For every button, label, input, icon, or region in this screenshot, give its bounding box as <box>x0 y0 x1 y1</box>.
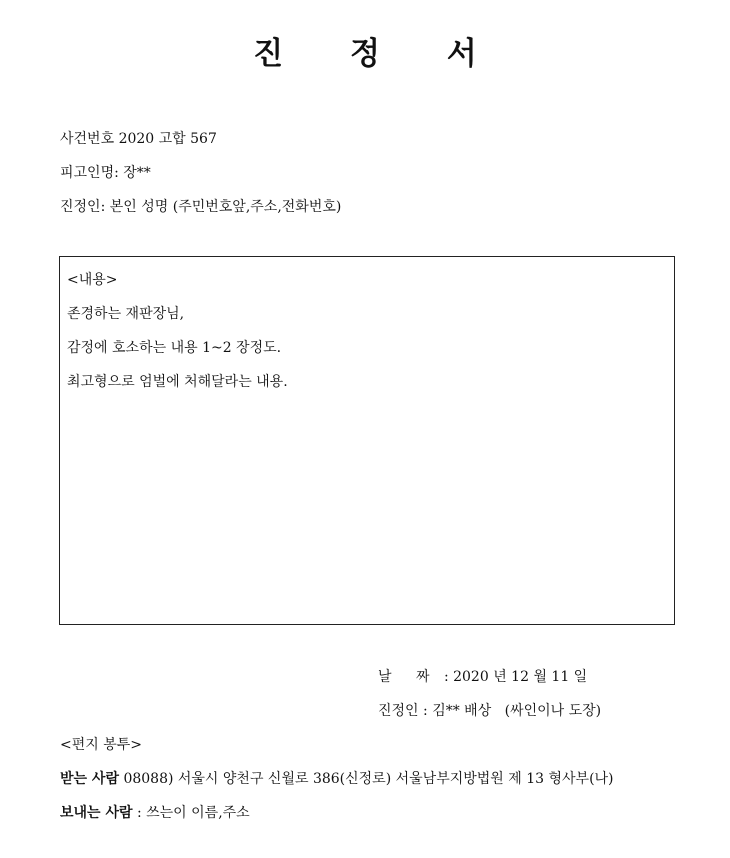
recipient-label: 받는 사람 <box>60 771 119 787</box>
signer-value: : 김** 배상 <box>423 703 492 719</box>
defendant-line <box>60 162 151 182</box>
date-value: : 2020 년 12 월 11 일 <box>443 669 588 685</box>
content-box <box>59 256 675 625</box>
document-title: 진 정 서 <box>253 36 505 72</box>
content-line: 존경하는 재판장님, <box>67 306 185 322</box>
petitioner-line <box>60 196 341 216</box>
content-line: 감정에 호소하는 내용 1~2 장정도. <box>67 340 282 356</box>
defendant-name: 장** <box>123 165 151 181</box>
case-number-label: 사건번호 <box>60 131 115 147</box>
signer-label: 진정인 <box>378 703 419 719</box>
case-number-value: 2020 고합 567 <box>118 131 217 147</box>
date-label: 날 짜 <box>378 669 440 685</box>
content-heading: <내용> <box>67 272 118 288</box>
defendant-label: 피고인명: <box>60 165 119 181</box>
recipient-value: 08088) 서울시 양천구 신월로 386(신정로) 서울남부지방법원 제 13 형사부(나) <box>123 771 614 787</box>
content-line: 최고형으로 엄벌에 처해달라는 내용. <box>67 374 288 390</box>
recipient-line <box>60 768 614 788</box>
case-number-line <box>60 128 217 148</box>
signer-note: (싸인이나 도장) <box>504 703 602 719</box>
petitioner-label: 진정인: <box>60 199 106 215</box>
envelope-heading: <편지 봉투> <box>60 737 143 753</box>
petitioner-value: 본인 성명 (주민번호앞,주소,전화번호) <box>109 199 342 215</box>
sender-line <box>60 802 250 822</box>
date-line <box>378 666 587 686</box>
sender-label: 보내는 사람 <box>60 805 133 821</box>
signer-line <box>378 700 601 720</box>
sender-value: : 쓰는이 이름,주소 <box>136 805 250 821</box>
